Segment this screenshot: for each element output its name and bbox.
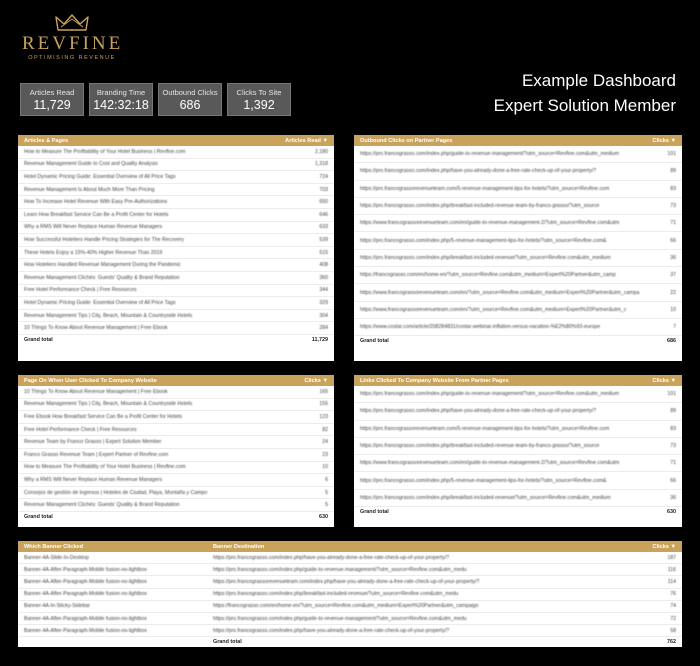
row-value: 10: [670, 306, 676, 313]
row-value: 304: [319, 312, 328, 319]
table-row[interactable]: [354, 438, 682, 455]
table-row[interactable]: [18, 399, 334, 412]
table-row[interactable]: [18, 322, 334, 335]
banner-destination: https://francograsso.com/en/home-en/?utm_source=Revfine.com&utm_medium=Expert%20Partner&utm_campaign: [213, 603, 479, 610]
table-row[interactable]: [18, 159, 334, 172]
table-header: [18, 375, 334, 386]
table-body: [18, 386, 334, 512]
banner-name: Banner-4A-After-Paragraph-Mobile fusion-no-lightbox: [24, 627, 147, 634]
grand-total-row: [354, 336, 682, 346]
row-value: 329: [319, 299, 328, 306]
row-value: 83: [670, 185, 676, 192]
banner-name: Banner-4A-Slide-In-Desktop: [24, 554, 89, 561]
kpi-label: Articles Read: [29, 88, 75, 97]
table-row[interactable]: [18, 171, 334, 184]
table-row[interactable]: [354, 421, 682, 438]
row-value: 7: [673, 324, 676, 331]
row-value: 344: [319, 287, 328, 294]
row-label: Hotel Dynamic Pricing Guide: Essential Overview of All Price Tags: [24, 299, 176, 306]
row-value: 101: [667, 151, 676, 158]
row-value: 116: [667, 566, 676, 573]
row-value: 58: [670, 627, 676, 634]
table-row[interactable]: [18, 436, 334, 449]
table-row[interactable]: [18, 462, 334, 475]
row-label: https://www.francograssorevenueteam.com/en/?utm_source=Revfine.com&utm_medium=Expert%20Partner&utm_campa: [360, 289, 640, 296]
row-value: 36: [670, 494, 676, 501]
row-label: Free Hotel Performance Check | Free Resources: [24, 287, 137, 294]
banner-destination: https://pro.francograsso.com/index.php/guide-to-revenue-management/?utm_source=Revfine.com&utm_medu: [213, 566, 467, 573]
row-label: https://francograsso.com/en/home-en/?utm_source=Revfine.com&utm_medium=Expert%20Partner&utm_camp: [360, 272, 616, 279]
articles-table: [18, 135, 334, 361]
row-label: Revenue Management Clichés: Guests' Quality & Brand Reputation: [24, 274, 180, 281]
row-label: Revenue Management Guide to Cost and Quality Analysis: [24, 161, 158, 168]
table-row[interactable]: [18, 552, 682, 564]
column-header-links[interactable]: Links Clicked To Company Website From Partner Pages: [360, 377, 509, 384]
table-row[interactable]: [18, 487, 334, 500]
table-row[interactable]: [18, 184, 334, 197]
column-header-outbound[interactable]: Outbound Clicks on Partner Pages: [360, 137, 453, 144]
kpi-branding-time: [89, 83, 153, 116]
banner-destination: https://pro.francograsso.com/index.php/breakfast-included-revenue/?utm_source=Revfine.com&utm_medu: [213, 591, 459, 598]
table-row[interactable]: [18, 601, 682, 613]
row-value: 2,180: [315, 148, 328, 155]
banner-name: Banner-4A-After-Paragraph-Mobile fusion-no-lightbox: [24, 591, 147, 598]
row-value: 123: [319, 413, 328, 420]
table-row[interactable]: [354, 403, 682, 420]
row-value: 1,318: [315, 161, 328, 168]
table-body: [354, 146, 682, 336]
kpi-outbound-clicks: [158, 83, 222, 116]
row-value: 5: [325, 502, 328, 509]
table-row[interactable]: [18, 386, 334, 399]
table-row[interactable]: [354, 302, 682, 319]
kpi-value: 686: [179, 98, 201, 112]
grand-total-value: 630: [319, 513, 328, 520]
table-row[interactable]: [354, 232, 682, 249]
kpi-label: Outbound Clicks: [162, 88, 218, 97]
row-label: Revenue Management Clichés: Guests' Quality & Brand Reputation: [24, 502, 180, 509]
row-value: 71: [670, 460, 676, 467]
grand-total-row: [18, 512, 334, 522]
grand-total-label: Grand total: [360, 338, 389, 345]
row-label: How to Measure The Profitability of Your Hotel Business | Revfine.com: [24, 464, 186, 471]
row-value: 73: [670, 443, 676, 450]
row-value: 89: [670, 408, 676, 415]
banner-name: Banner-4A-In-Sticky-Sidebar: [24, 603, 91, 610]
table-row[interactable]: [354, 386, 682, 403]
table-row[interactable]: [354, 267, 682, 284]
row-label: Why a RMS Will Never Replace Human Revenue Managers: [24, 476, 163, 483]
grand-total-row: [18, 335, 334, 345]
table-row[interactable]: [18, 272, 334, 285]
column-header-articles[interactable]: Articles & Pages: [24, 137, 69, 144]
column-header-articles-read[interactable]: Articles Read ▼: [285, 137, 328, 144]
row-value: 187: [667, 554, 676, 561]
row-value: 155: [319, 401, 328, 408]
row-label: How Successful Hoteliers Handle Pricing Strategies for The Recovery: [24, 236, 184, 243]
table-header: [354, 375, 682, 386]
row-value: 37: [670, 272, 676, 279]
row-label: https://pro.francograsso.com/index.php/guide-to-revenue-management/?utm_source=Revfine.com&utm_medium: [360, 391, 620, 398]
row-label: https://pro.francograsso.com/index.php/5-revenue-management-tips-for-hotels/?utm_source=Revfine.com&: [360, 237, 607, 244]
table-header: [354, 135, 682, 146]
row-value: 23: [322, 451, 328, 458]
row-value: 284: [319, 325, 328, 332]
table-row[interactable]: [18, 474, 334, 487]
table-row[interactable]: [354, 319, 682, 336]
row-value: 539: [319, 236, 328, 243]
brand-tagline: OPTIMISING REVENUE: [28, 55, 116, 61]
row-value: 5: [325, 489, 328, 496]
table-row[interactable]: [354, 490, 682, 507]
banners-table: [18, 541, 682, 647]
row-value: 360: [319, 274, 328, 281]
table-row[interactable]: [18, 247, 334, 260]
row-value: 72: [670, 615, 676, 622]
table-row[interactable]: [18, 449, 334, 462]
table-row[interactable]: [354, 215, 682, 232]
row-label: https://www.francograssorevenueteam.com/en/?utm_source=Revfine.com&utm_medium=Expert%20Partner&utm_c: [360, 306, 627, 313]
banner-destination: https://pro.francograssorevenueteam.com/index.php/have-you-already-done-a-free-rate-check-up-of-your-property/?: [213, 578, 480, 585]
row-value: 10: [322, 464, 328, 471]
kpi-label: Clicks To Site: [236, 88, 282, 97]
grand-total-label: Grand total: [24, 336, 53, 343]
row-value: 83: [670, 425, 676, 432]
row-value: 101: [667, 391, 676, 398]
row-label: https://www.francograssorevenueteam.com/en/guide-to-revenue-management-2/?utm_source=Revfine.com&utm: [360, 460, 620, 467]
row-label: https://pro.francograssorevenueteam.com/5-revenue-management-tips-for-hotels/?utm_source=Revfine.com: [360, 425, 610, 432]
row-label: https://www.francograssorevenueteam.com/en/guide-to-revenue-management-2/?utm_source=Revfine.com&utm: [360, 220, 620, 227]
row-value: 66: [670, 237, 676, 244]
row-label: https://pro.francograsso.com/index.php/5-revenue-management-tips-for-hotels/?utm_source=Revfine.com&: [360, 477, 607, 484]
row-label: Revenue Management Tips | City, Beach, Mountain & Countryside Hotels: [24, 312, 193, 319]
table-row[interactable]: [18, 589, 682, 601]
column-header-page[interactable]: Page On When User Clicked To Company Website: [24, 377, 157, 384]
table-row[interactable]: [354, 250, 682, 267]
table-row[interactable]: [18, 222, 334, 235]
table-row[interactable]: [354, 472, 682, 489]
row-value: 22: [670, 289, 676, 296]
dashboard-headline: [494, 68, 676, 118]
column-header-clicks[interactable]: Clicks ▼: [652, 137, 676, 144]
banner-destination: https://pro.francograsso.com/index.php/guide-to-revenue-management/?utm_source=Revfine.com&utm_medu: [213, 615, 467, 622]
row-label: 10 Things To Know About Revenue Management | Free Ebook: [24, 325, 168, 332]
table-row[interactable]: [18, 499, 334, 512]
table-row[interactable]: [18, 613, 682, 625]
row-label: https://pro.francograsso.com/index.php/breakfast-included-revenue-team-by-franco-grasso/?utm_source: [360, 203, 600, 210]
grand-total-value: 11,729: [311, 336, 328, 343]
row-label: https://pro.francograsso.com/index.php/breakfast-included-revenue-team-by-franco-grasso/?utm_source: [360, 443, 600, 450]
crown-icon: [55, 14, 89, 32]
table-row[interactable]: [18, 259, 334, 272]
table-row[interactable]: [354, 198, 682, 215]
column-header-clicks[interactable]: Clicks ▼: [304, 377, 328, 384]
table-row[interactable]: [18, 576, 682, 588]
row-label: Franco Grasso Revenue Team | Expert Partner of Revfine.com: [24, 451, 169, 458]
row-value: 703: [319, 186, 328, 193]
row-value: 165: [319, 388, 328, 395]
kpi-label: Branding Time: [96, 88, 146, 97]
row-value: 76: [670, 591, 676, 598]
table-row[interactable]: [18, 146, 334, 159]
row-value: 89: [670, 168, 676, 175]
row-label: https://www.costar.com/article/208284831/costar-webinar-inflation-versus-vacation-%E2%80%93-europe: [360, 324, 601, 331]
row-label: https://pro.francograsso.com/index.php/breakfast-included-revenue/?utm_source=Revfine.com&utm_medium: [360, 494, 611, 501]
grand-total-label: Grand total: [213, 639, 242, 646]
row-value: 633: [319, 224, 328, 231]
column-header-clicks[interactable]: Clicks ▼: [652, 377, 676, 384]
kpi-value: 142:32:18: [93, 98, 149, 112]
table-row[interactable]: [18, 625, 682, 637]
row-value: 114: [667, 578, 676, 585]
grand-total-label: Grand total: [360, 509, 389, 516]
table-row[interactable]: [18, 297, 334, 310]
grand-total-value: 630: [667, 509, 676, 516]
row-label: How to Measure The Profitability of Your Hotel Business | Revfine.com: [24, 148, 186, 155]
table-row[interactable]: [354, 146, 682, 163]
table-body: [18, 552, 682, 637]
row-label: 10 Things To Know About Revenue Management | Free Ebook: [24, 388, 168, 395]
outbound-clicks-table: [354, 135, 682, 361]
row-value: 646: [319, 211, 328, 218]
table-header: [18, 541, 682, 552]
row-label: Free Ebook How Breakfast Service Can Be a Profit Center for Hotels: [24, 413, 182, 420]
links-clicked-table: [354, 375, 682, 527]
grand-total-value: 686: [667, 338, 676, 345]
column-header-banner[interactable]: Which Banner Clicked: [24, 543, 84, 550]
table-row[interactable]: [18, 234, 334, 247]
table-row[interactable]: [354, 163, 682, 180]
banner-destination: https://pro.francograsso.com/index.php/have-you-already-done-a-free-rate-check-up-of-your-property/?: [213, 554, 450, 561]
revfine-logo: [22, 14, 122, 74]
row-value: 73: [670, 203, 676, 210]
table-row[interactable]: [354, 181, 682, 198]
grand-total-row: [18, 637, 682, 647]
row-value: 36: [670, 254, 676, 261]
grand-total-row: [354, 507, 682, 517]
row-value: 24: [322, 439, 328, 446]
row-label: Free Hotel Performance Check | Free Resources: [24, 426, 137, 433]
table-row[interactable]: [354, 455, 682, 472]
column-header-destination[interactable]: Banner Destination: [213, 543, 265, 550]
row-label: https://pro.francograsso.com/index.php/breakfast-included-revenue/?utm_source=Revfine.com&utm_medium: [360, 254, 611, 261]
banner-destination: https://pro.francograsso.com/index.php/have-you-already-done-a-free-rate-check-up-of-your-property/?: [213, 627, 450, 634]
row-label: https://pro.francograsso.com/index.php/have-you-already-done-a-free-rate-check-up-of-your-property/?: [360, 408, 597, 415]
row-value: 6: [325, 476, 328, 483]
grand-total-value: 762: [667, 639, 676, 646]
banner-name: Banner-4A-After-Paragraph-Mobile fusion-no-lightbox: [24, 566, 147, 573]
column-header-clicks[interactable]: Clicks ▼: [652, 543, 676, 550]
table-row[interactable]: [18, 564, 682, 576]
table-row[interactable]: [354, 284, 682, 301]
row-label: https://pro.francograssorevenueteam.com/5-revenue-management-tips-for-hotels/?utm_source=Revfine.com: [360, 185, 610, 192]
kpi-value: 1,392: [243, 98, 275, 112]
pages-clicked-table: [18, 375, 334, 527]
row-label: Revenue Team by Franco Grasso | Expert Solution Member: [24, 439, 162, 446]
headline-subtitle: Expert Solution Member: [493, 96, 676, 115]
row-label: https://pro.francograsso.com/index.php/have-you-already-done-a-free-rate-check-up-of-your-property/?: [360, 168, 597, 175]
kpi-clicks-to-site: [227, 83, 291, 116]
kpi-value: 11,729: [33, 98, 71, 112]
table-row[interactable]: [18, 424, 334, 437]
table-row[interactable]: [18, 411, 334, 424]
row-label: Why a RMS Will Never Replace Human Revenue Managers: [24, 224, 163, 231]
row-label: Consejos de gestión de ingresos | Hoteles de Ciudad, Playa, Montaña y Campo: [24, 489, 208, 496]
row-value: 71: [670, 220, 676, 227]
kpi-scorecards: [20, 83, 291, 116]
banner-name: Banner-4A-After-Paragraph-Mobile fusion-no-lightbox: [24, 615, 147, 622]
table-row[interactable]: [18, 196, 334, 209]
row-label: These Hotels Enjoy a 15%-40% Higher Revenue Than 2019: [24, 249, 163, 256]
row-value: 724: [319, 173, 328, 180]
row-label: Hotel Dynamic Pricing Guide: Essential Overview of All Price Tags: [24, 173, 176, 180]
table-row[interactable]: [18, 285, 334, 298]
row-value: 74: [670, 603, 676, 610]
row-value: 650: [319, 199, 328, 206]
row-label: Revenue Management Is About Much More Than Pricing: [24, 186, 155, 193]
kpi-articles-read: [20, 83, 84, 116]
grand-total-label: Grand total: [24, 513, 53, 520]
row-label: Revenue Management Tips | City, Beach, Mountain & Countryside Hotels: [24, 401, 193, 408]
table-row[interactable]: [18, 209, 334, 222]
row-label: How To Increase Hotel Revenue With Easy Pre-Authorizations: [24, 199, 168, 206]
banner-name: Banner-4A-After-Paragraph-Mobile fusion-no-lightbox: [24, 578, 147, 585]
brand-name: REVFINE: [22, 33, 124, 54]
row-value: 408: [319, 262, 328, 269]
row-label: How Hoteliers Handled Revenue Management During the Pandemic: [24, 262, 181, 269]
table-row[interactable]: [18, 310, 334, 323]
table-body: [18, 146, 334, 335]
row-value: 515: [319, 249, 328, 256]
table-body: [354, 386, 682, 507]
row-value: 66: [670, 477, 676, 484]
row-value: 82: [322, 426, 328, 433]
table-header: [18, 135, 334, 146]
row-label: https://pro.francograsso.com/index.php/guide-to-revenue-management/?utm_source=Revfine.com&utm_medium: [360, 151, 620, 158]
headline-title: Example Dashboard: [521, 71, 676, 90]
row-label: Learn How Breakfast Service Can Be a Profit Center for Hotels: [24, 211, 169, 218]
